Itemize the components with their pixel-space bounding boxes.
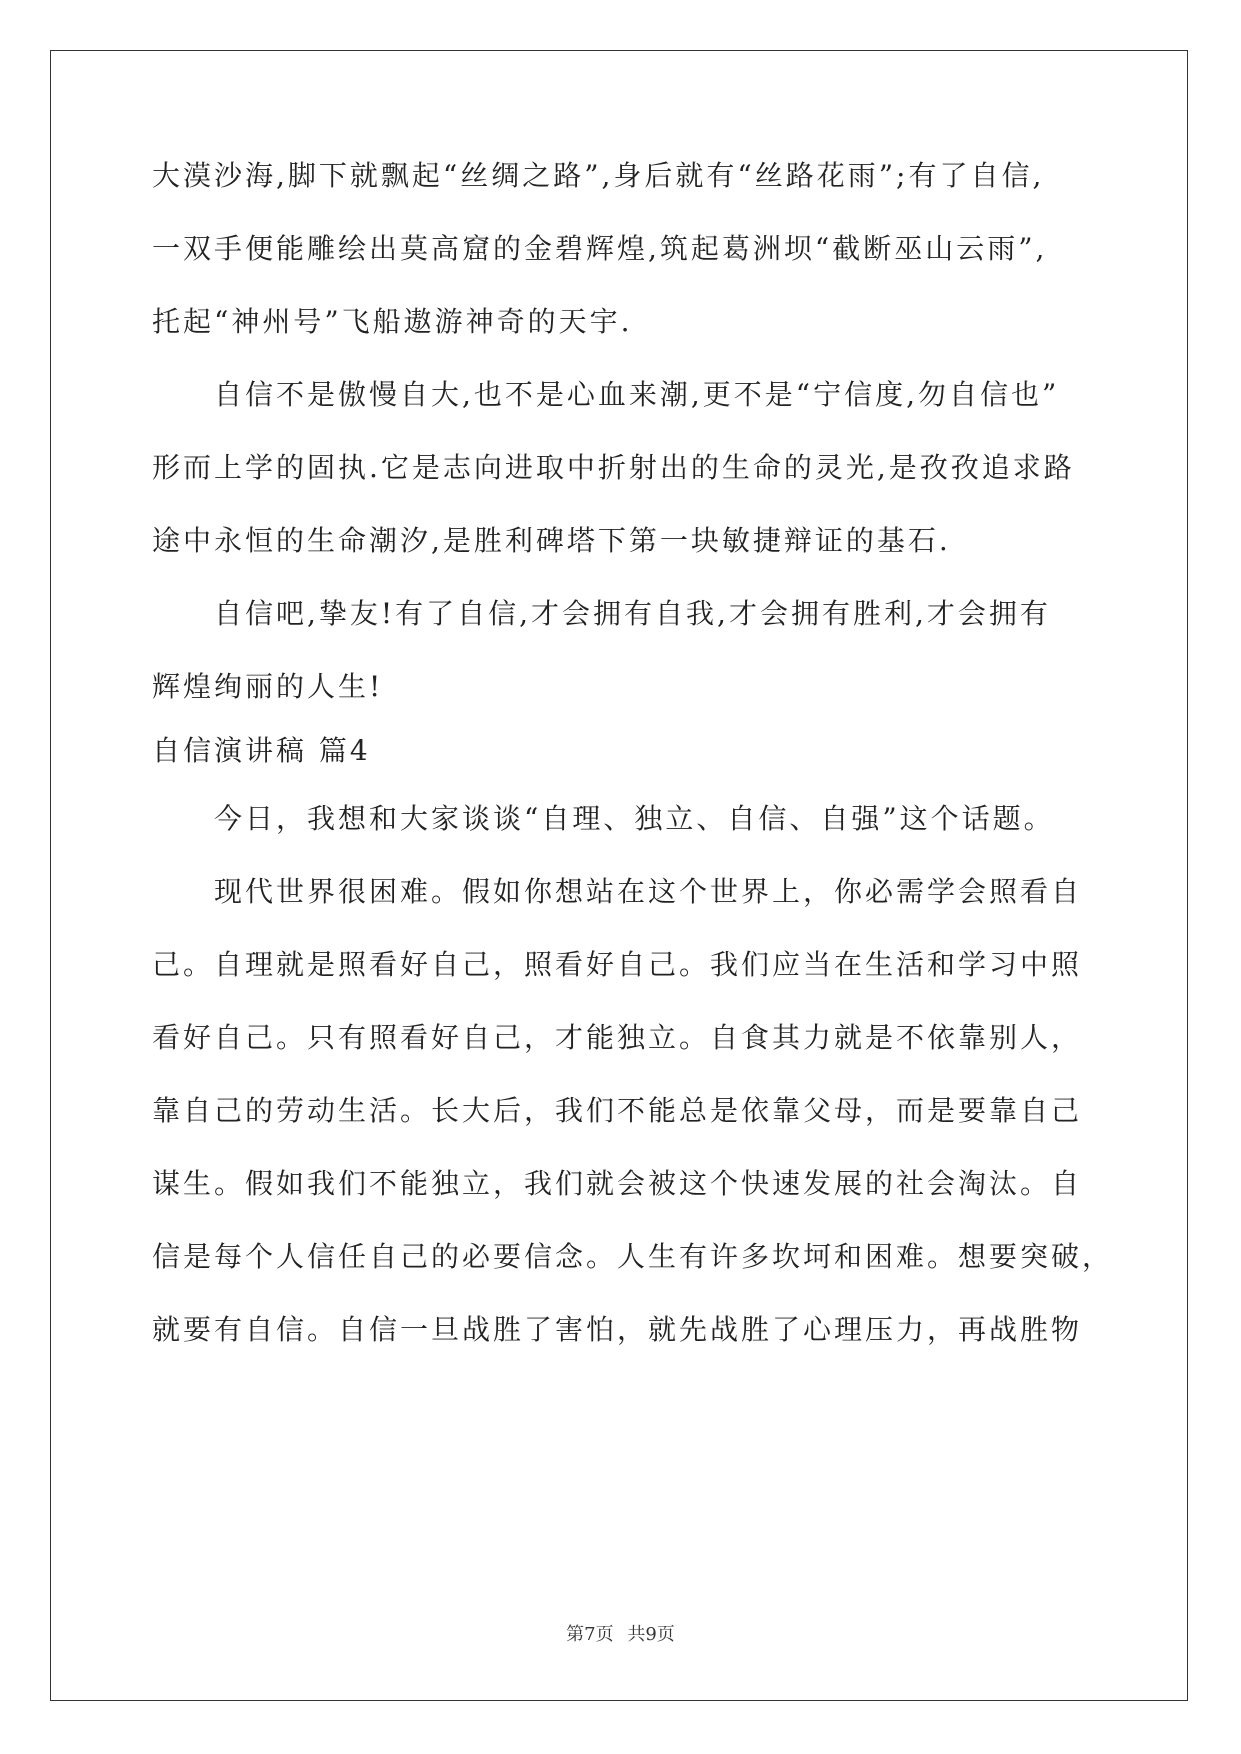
text-line: 托起“神州号”飞船遨游神奇的天宇.: [152, 305, 633, 338]
page-total: 共9页: [627, 1624, 675, 1645]
text-line: 大漠沙海,脚下就飘起“丝绸之路”,身后就有“丝路花雨”;有了自信,: [152, 159, 1045, 192]
paragraph-start: 自信不是傲慢自大,也不是心血来潮,更不是“宁信度,勿自信也”: [214, 378, 1060, 411]
text-line: 一双手便能雕绘出莫高窟的金碧辉煌,筑起葛洲坝“截断巫山云雨”,: [152, 232, 1048, 265]
paragraph-start: 今日，我想和大家谈谈“自理、独立、自信、自强”这个话题。: [214, 802, 1055, 835]
text-line: 途中永恒的生命潮汐,是胜利碑塔下第一块敏捷辩证的基石.: [152, 524, 951, 557]
text-line: 己。自理就是照看好自己，照看好自己。我们应当在生活和学习中照: [152, 948, 1083, 981]
paragraph-start: 自信吧,挚友!有了自信,才会拥有自我,才会拥有胜利,才会拥有: [214, 597, 1051, 630]
page-footer: [0, 1624, 1241, 1646]
text-line: 谋生。假如我们不能独立，我们就会被这个快速发展的社会淘汰。自: [152, 1167, 1083, 1200]
text-line: 靠自己的劳动生活。长大后，我们不能总是依靠父母，而是要靠自己: [152, 1094, 1083, 1127]
text-line: 就要有自信。自信一旦战胜了害怕，就先战胜了心理压力，再战胜物: [152, 1313, 1083, 1346]
text-line: 信是每个人信任自己的必要信念。人生有许多坎坷和困难。想要突破，: [152, 1240, 1114, 1273]
text-line: 看好自己。只有照看好自己，才能独立。自食其力就是不依靠别人，: [152, 1021, 1083, 1054]
paragraph-start: 现代世界很困难。假如你想站在这个世界上，你必需学会照看自: [214, 875, 1083, 908]
text-line: 形而上学的固执.它是志向进取中折射出的生命的灵光,是孜孜追求路: [152, 451, 1075, 484]
text-line: 辉煌绚丽的人生!: [152, 670, 384, 703]
section-heading: 自信演讲稿 篇4: [152, 734, 371, 767]
page-number: 第7页: [566, 1624, 614, 1645]
